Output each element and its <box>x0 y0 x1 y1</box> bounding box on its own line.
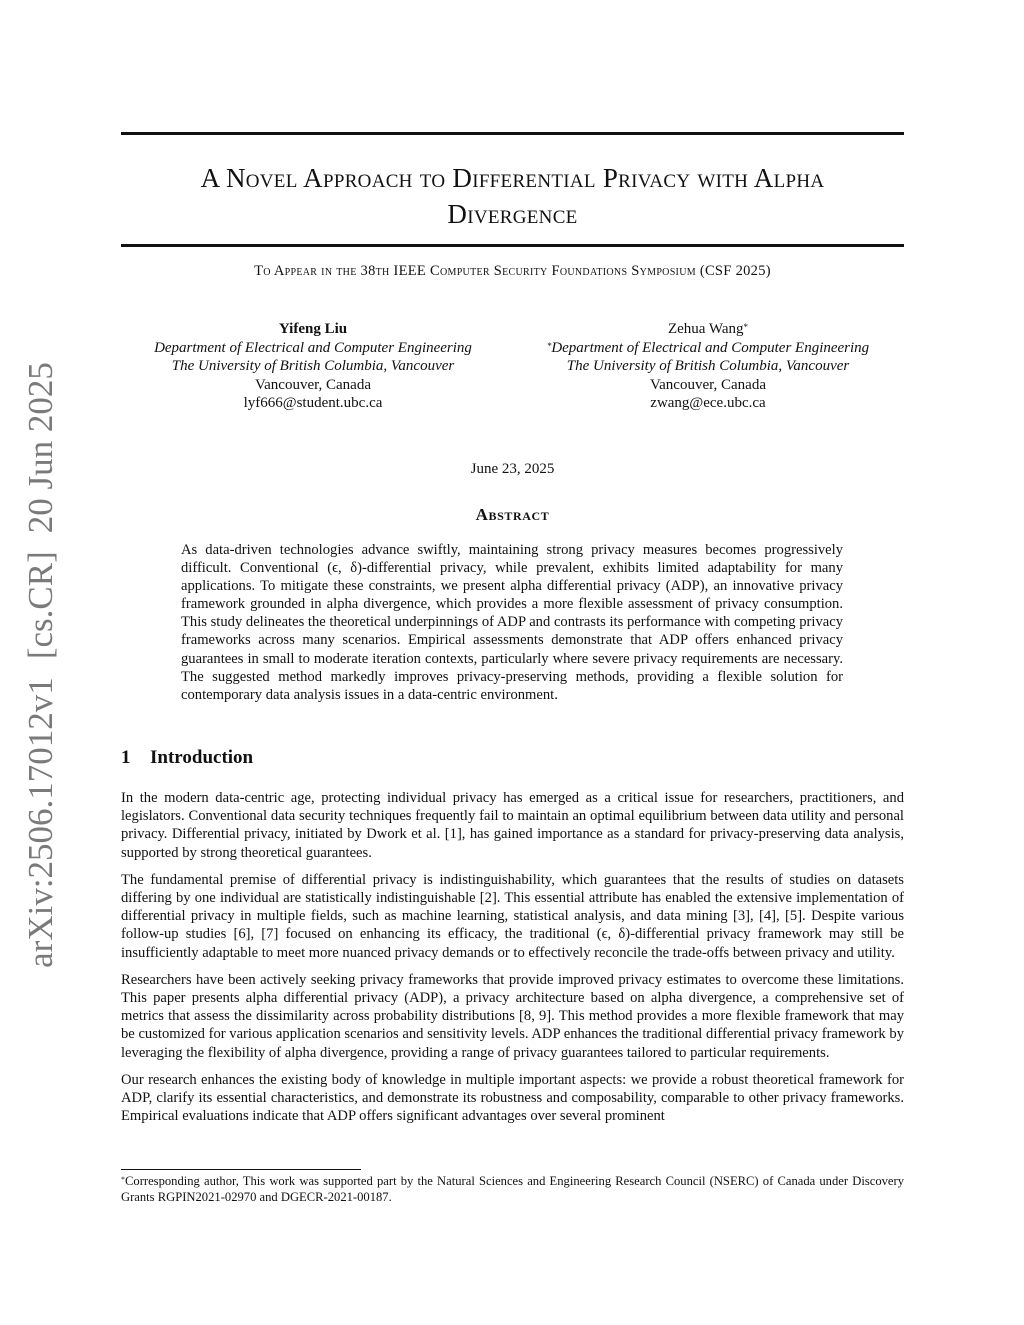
author-location: Vancouver, Canada <box>254 376 371 393</box>
author-block-2 <box>508 320 908 413</box>
arxiv-id: arXiv:2506.17012v1 <box>21 677 60 968</box>
author-location: Vancouver, Canada <box>649 376 766 393</box>
paragraph: Our research enhances the existing body of knowledge in multiple important aspects: we provide a robust theoretical framework for ADP, clarify its essential characteristics, and demonstrate its robustness and composability, comparable to other privacy frameworks. Empirical evaluations indicate that ADP offers significant advantages over several prominent <box>121 1071 904 1125</box>
title-line-2: Divergence <box>447 199 578 229</box>
title-top-rule <box>121 132 904 135</box>
author-name: Yifeng Liu <box>278 321 348 337</box>
footnote-text: Corresponding author, This work was supported part by the Natural Sciences and Engineering Research Council (NSERC) of Canada under Discovery Grants RGPIN2021-02970 and DGECR-2021-00187. <box>121 1174 904 1204</box>
title-bottom-rule <box>121 244 904 247</box>
venue-subtitle: To Appear in the 38th IEEE Computer Security Foundations Symposium (CSF 2025) <box>254 263 771 279</box>
section-number: 1 <box>121 747 131 768</box>
arxiv-stamp <box>21 362 61 968</box>
arxiv-date: 20 Jun 2025 <box>21 362 60 534</box>
footnote-marker: * <box>121 1175 125 1184</box>
footnote <box>121 1173 904 1205</box>
footnote-rule <box>121 1169 361 1170</box>
arxiv-category: [cs.CR] <box>21 551 60 660</box>
section-title: Introduction <box>150 747 254 768</box>
author-department-line <box>508 339 908 358</box>
author-email[interactable]: zwang@ece.ubc.ca <box>650 395 766 411</box>
paper-date: June 23, 2025 <box>470 461 555 477</box>
section-heading <box>121 747 253 769</box>
corresponding-marker: * <box>743 322 749 332</box>
author-university: The University of British Columbia, Vancouver <box>171 358 455 374</box>
author-university: The University of British Columbia, Vancouver <box>566 358 850 374</box>
affiliation-marker: * <box>546 340 552 351</box>
abstract-text: As data-driven technologies advance swiftly, maintaining strong privacy measures becomes progressively difficult. Conventional (ϵ, δ)-differential privacy, while prevalent, exhibits limited adaptability for many applications. To mitigate these constraints, we present alpha differential privacy (ADP), an innovative privacy framework grounded in alpha divergence, which provides a more flexible assessment of privacy consumption. This study delineates the theoretical underpinnings of ADP and contrasts its performance with competing privacy frameworks across many scenarios. Empirical assessments demonstrate that ADP offers enhanced privacy guarantees in small to moderate iteration contexts, particularly where severe privacy requirements are necessary. The suggested method markedly improves privacy-preserving methods, providing a flexible solution for contemporary data analysis issues in a data-centric environment. <box>181 542 843 703</box>
abstract-heading: Abstract <box>475 505 550 524</box>
title-line-1: A Novel Approach to Differential Privacy with Alpha <box>200 163 825 193</box>
author-email[interactable]: lyf666@student.ubc.ca <box>243 395 383 411</box>
author-name: Zehua Wang <box>667 321 744 337</box>
paragraph: In the modern data-centric age, protecting individual privacy has emerged as a critical issue for researchers, practitioners, and legislators. Conventional data security techniques frequently fail to maintain an optimal equilibrium between data utility and personal privacy. Differential privacy, initiated by Dwork et al. [1], has gained importance as a standard for privacy-preserving data analysis, supported by strong theoretical guarantees. <box>121 790 904 861</box>
author-department: Department of Electrical and Computer Engineering <box>551 339 870 356</box>
author-name-line <box>508 320 908 339</box>
section-body <box>121 789 904 1134</box>
paper-title <box>121 160 904 232</box>
paragraph: Researchers have been actively seeking privacy frameworks that provide improved privacy estimates to overcome these limitations. This paper presents alpha differential privacy (ADP), a privacy architecture based on alpha divergence, a comprehensive set of metrics that assess the dissimilarity across probability distributions [8, 9]. This method provides a more flexible framework that may be customized for various application scenarios and sensitivity levels. ADP enhances the traditional differential privacy framework by leveraging the flexibility of alpha divergence, providing a range of privacy guarantees tailored to particular requirements. <box>121 971 904 1061</box>
author-department: Department of Electrical and Computer Engineering <box>154 339 472 356</box>
paragraph: The fundamental premise of differential privacy is indistinguishability, which guarantees that the results of studies on datasets differing by one individual are statistically indistinguishable [2]. This essential attribute has enabled the extensive implementation of differential privacy in multiple fields, such as machine learning, statistical analysis, and data mining [3], [4], [5]. Despite various follow-up studies [6], [7] focused on enhancing its efficacy, the traditional (ϵ, δ)-differential privacy framework may still be insufficiently adaptable to meet more nuanced privacy demands or to effectively reconcile the trade-offs between privacy and utility. <box>121 871 904 961</box>
author-block-1 <box>113 320 513 413</box>
